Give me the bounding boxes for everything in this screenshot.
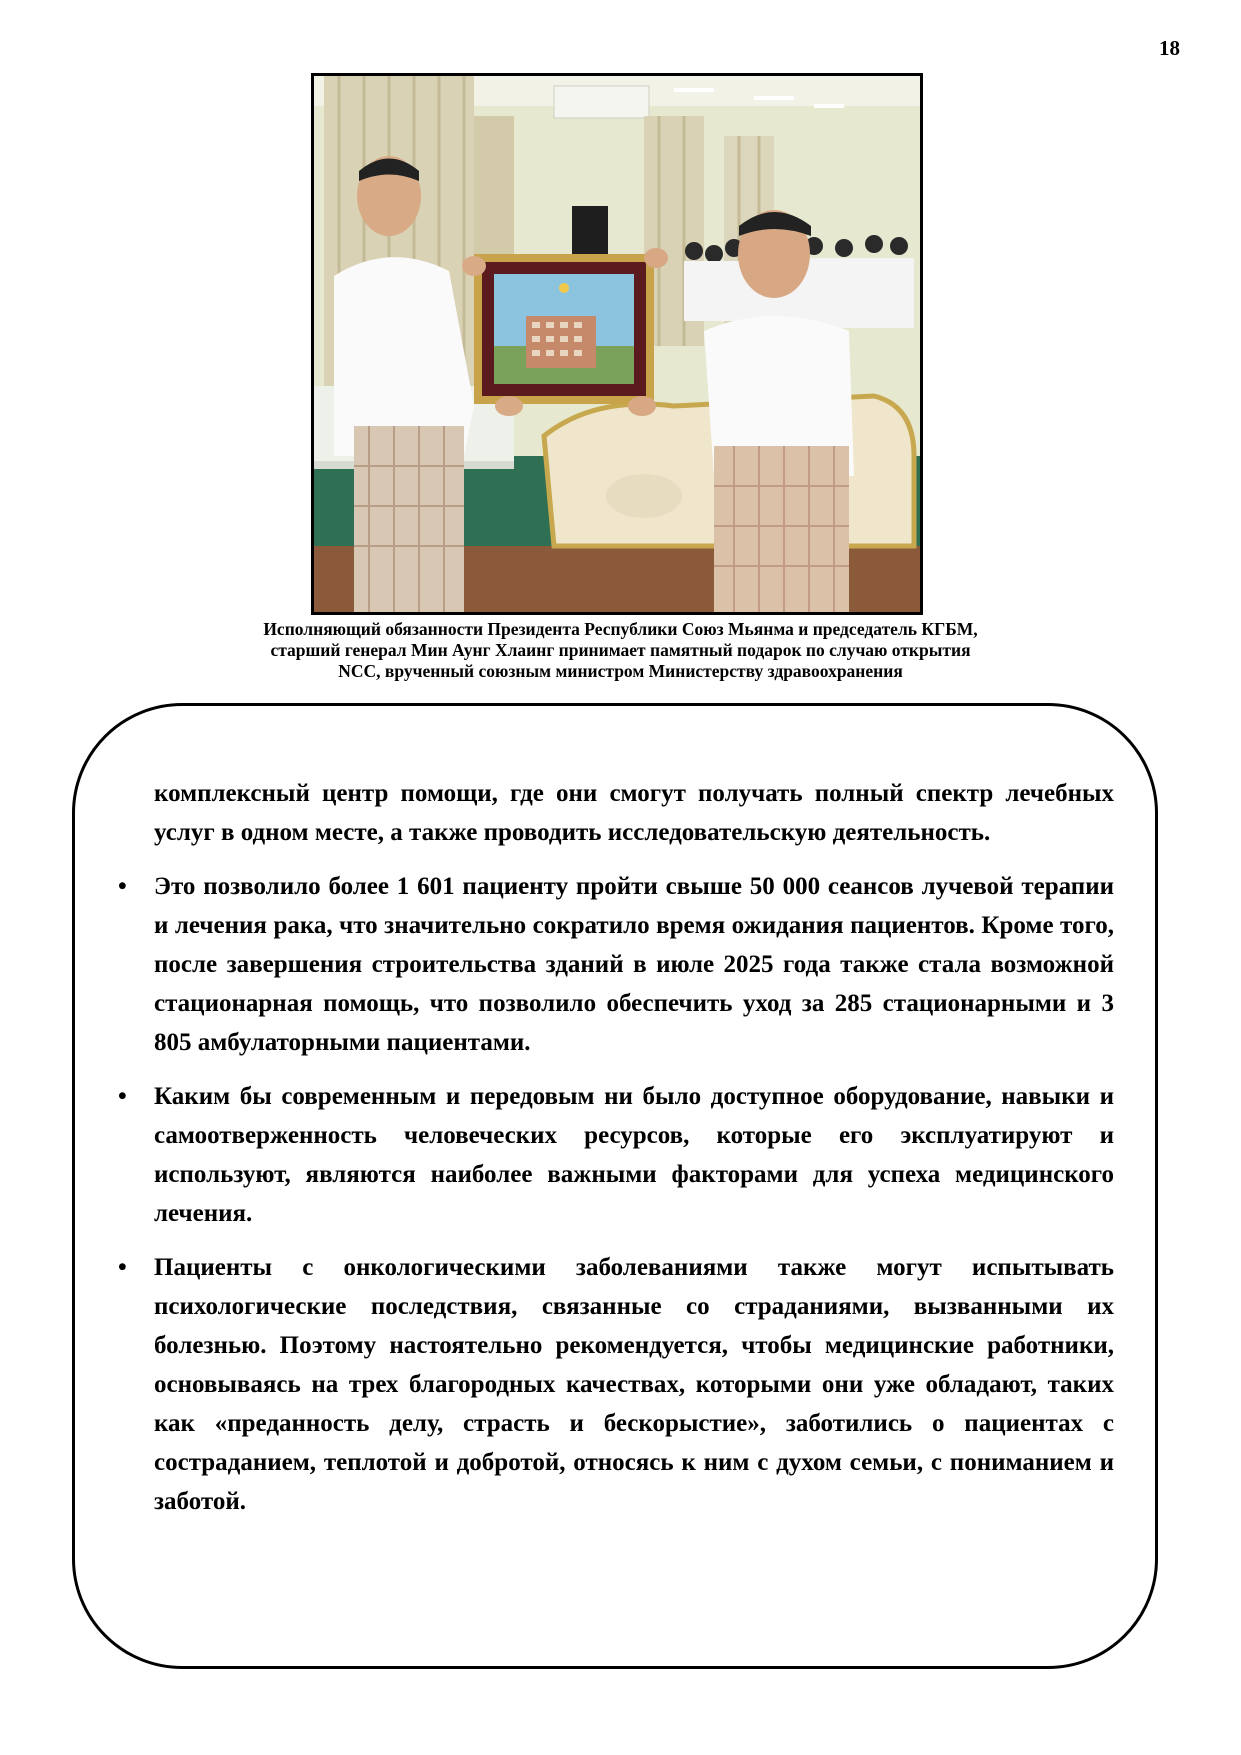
caption-line-2: старший генерал Мин Аунг Хлаинг принимает памятный подарок по случаю открытия [270,640,971,660]
bullet-item [118,1077,1114,1233]
bullet-text: Пациенты с онкологическими заболеваниями также могут испытывать психологические последствия, связанные со страданиями, вызванными их болезнью. Поэтому настоятельно рекомендуется, чтобы медицинские работники, основываясь на трех благородных качествах, которыми они уже обладают, таких как «преданность делу, страсть и бескорыстие», заботились о пациентах с состраданием, теплотой и добротой, относясь к ним с духом семьи, с пониманием и заботой. [154,1254,1114,1515]
ceremony-photo [311,73,923,615]
bullet-item [118,1248,1114,1521]
bullet-text: Это позволило более 1 601 пациенту пройти свыше 50 000 сеансов лучевой терапии и лечения рака, что значительно сократило время ожидания пациентов. Кроме того, после завершения строительства зданий в июле 2025 года также стала возможной стационарная помощь, что позволило обеспечить уход за 285 стационарными и 3 805 амбулаторными пациентами. [154,873,1114,1056]
bullet-item [118,867,1114,1062]
caption-line-3: NCC, врученный союзным министром Министерству здравоохранения [338,661,903,681]
bullet-text: Каким бы современным и передовым ни было доступное оборудование, навыки и самоотверженность человеческих ресурсов, которые его эксплуатируют и используют, являются наиболее важными факторами для успеха медицинского лечения. [154,1083,1114,1227]
bullet-dot-icon: • [118,873,127,900]
content-text [118,774,1114,1536]
photo-caption [150,619,1091,682]
page-number: 18 [1159,36,1180,60]
intro-paragraph: комплексный центр помощи, где они смогут получать полный спектр лечебных услуг в одном месте, а также проводить исследовательскую деятельность. [154,780,1114,846]
bullet-dot-icon: • [118,1254,127,1281]
bullet-dot-icon: • [118,1083,127,1110]
ceremony-photo-icon [314,76,920,612]
caption-line-1: Исполняющий обязанности Президента Республики Союз Мьянма и председатель КГБМ, [263,619,978,639]
